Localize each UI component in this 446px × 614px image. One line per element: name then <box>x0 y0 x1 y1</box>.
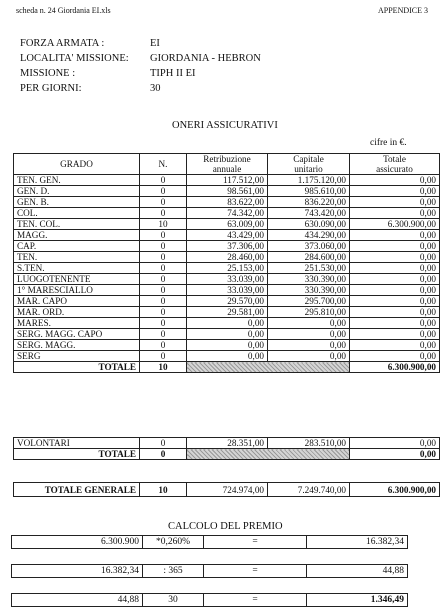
grand-total-label: TOTALE GENERALE <box>14 483 140 497</box>
grado-cell: CAP. <box>14 241 140 252</box>
table-row <box>14 219 440 230</box>
grand-total-capitale: 7.249.740,00 <box>268 483 350 497</box>
totale-cell: 0,00 <box>350 241 440 252</box>
n-cell: 0 <box>140 318 187 329</box>
capitale-cell: 985.610,00 <box>268 186 350 197</box>
grand-total-retribuzione: 724.974,00 <box>187 483 268 497</box>
grado-cell: S.TEN. <box>14 263 140 274</box>
capitale-cell: 630.090,00 <box>268 219 350 230</box>
column-header: GRADO <box>14 154 140 175</box>
table-row <box>14 274 440 285</box>
calc-title: CALCOLO DEL PREMIO <box>168 521 283 532</box>
capitale-cell: 295.700,00 <box>268 296 350 307</box>
retribuzione-cell: 63.009,00 <box>187 219 268 230</box>
calc-result: 1.346,49 <box>307 594 408 607</box>
capitale-cell: 330.390,00 <box>268 274 350 285</box>
table-row <box>14 318 440 329</box>
grado-cell: 1° MARESCIALLO <box>14 285 140 296</box>
grado-cell: VOLONTARI <box>14 438 140 449</box>
table-row <box>14 307 440 318</box>
calc-operator: *0,260% <box>143 536 204 549</box>
info-value: GIORDANIA - HEBRON <box>150 53 261 64</box>
capitale-cell: 0,00 <box>268 351 350 362</box>
grado-cell: GEN. D. <box>14 186 140 197</box>
totale-cell: 6.300.900,00 <box>350 219 440 230</box>
n-cell: 0 <box>140 351 187 362</box>
retribuzione-cell: 83.622,00 <box>187 197 268 208</box>
currency-note: cifre in €. <box>370 138 407 148</box>
info-value: TIPH II EI <box>150 68 196 79</box>
total-n: 10 <box>140 362 187 373</box>
grado-cell: TEN. COL. <box>14 219 140 230</box>
n-cell: 0 <box>140 307 187 318</box>
n-cell: 0 <box>140 241 187 252</box>
capitale-cell: 251.530,00 <box>268 263 350 274</box>
totale-cell: 0,00 <box>350 208 440 219</box>
grado-cell: LUOGOTENENTE <box>14 274 140 285</box>
totale-cell: 0,00 <box>350 318 440 329</box>
total-label: TOTALE <box>14 362 140 373</box>
capitale-cell: 1.175.120,00 <box>268 175 350 186</box>
retribuzione-cell: 28.460,00 <box>187 252 268 263</box>
grado-cell: GEN. B. <box>14 197 140 208</box>
total-value: 6.300.900,00 <box>350 362 440 373</box>
calc-result: 16.382,34 <box>307 536 408 549</box>
column-header: Retribuzione annuale <box>187 154 268 175</box>
retribuzione-cell: 25.153,00 <box>187 263 268 274</box>
grado-cell: MARES. <box>14 318 140 329</box>
column-header: Capitale unitario <box>268 154 350 175</box>
table-row <box>14 296 440 307</box>
totale-cell: 0,00 <box>350 197 440 208</box>
totale-cell: 0,00 <box>350 175 440 186</box>
info-label: MISSIONE : <box>20 68 76 79</box>
n-cell: 0 <box>140 175 187 186</box>
grado-cell: TEN. <box>14 252 140 263</box>
insurance-table <box>13 153 440 373</box>
totale-cell: 0,00 <box>350 329 440 340</box>
n-cell: 0 <box>140 252 187 263</box>
grado-cell: SERG <box>14 351 140 362</box>
retribuzione-cell: 74.342,00 <box>187 208 268 219</box>
info-label: PER GIORNI: <box>20 83 82 94</box>
totale-cell: 0,00 <box>350 186 440 197</box>
retribuzione-cell: 0,00 <box>187 329 268 340</box>
retribuzione-cell: 43.429,00 <box>187 230 268 241</box>
info-value: EI <box>150 38 160 49</box>
capitale-cell: 373.060,00 <box>268 241 350 252</box>
section-title: ONERI ASSICURATIVI <box>172 120 278 131</box>
totale-cell: 0,00 <box>350 274 440 285</box>
table-row <box>14 438 440 449</box>
totale-cell: 0,00 <box>350 285 440 296</box>
grado-cell: MAR. CAPO <box>14 296 140 307</box>
n-cell: 0 <box>140 340 187 351</box>
retribuzione-cell: 98.561,00 <box>187 186 268 197</box>
totale-cell: 0,00 <box>350 263 440 274</box>
table-row <box>14 241 440 252</box>
grado-cell: COL. <box>14 208 140 219</box>
totale-cell: 0,00 <box>350 252 440 263</box>
capitale-cell: 0,00 <box>268 329 350 340</box>
calc-result: 44,88 <box>307 565 408 578</box>
calc-equals: = <box>204 594 307 607</box>
grado-cell: SERG. MAGG. CAPO <box>14 329 140 340</box>
n-cell: 0 <box>140 263 187 274</box>
total-row <box>14 362 440 373</box>
info-label: LOCALITA' MISSIONE: <box>20 53 129 64</box>
retribuzione-cell: 33.039,00 <box>187 285 268 296</box>
table-row <box>14 252 440 263</box>
totale-cell: 0,00 <box>350 230 440 241</box>
grado-cell: MAGG. <box>14 230 140 241</box>
table-row <box>14 186 440 197</box>
total-value: 0,00 <box>350 449 440 460</box>
capitale-cell: 743.420,00 <box>268 208 350 219</box>
calc-operator: : 365 <box>143 565 204 578</box>
table-row <box>14 208 440 219</box>
calc-operand: 16.382,34 <box>12 565 143 578</box>
total-label: TOTALE <box>14 449 140 460</box>
capitale-cell: 0,00 <box>268 318 350 329</box>
calc-equals: = <box>204 565 307 578</box>
capitale-cell: 283.510,00 <box>268 438 350 449</box>
calc-operator: 30 <box>143 594 204 607</box>
capitale-cell: 836.220,00 <box>268 197 350 208</box>
n-cell: 0 <box>140 329 187 340</box>
totale-cell: 0,00 <box>350 351 440 362</box>
table-header-row <box>14 154 440 175</box>
totale-cell: 0,00 <box>350 340 440 351</box>
calc-operand: 6.300.900 <box>12 536 143 549</box>
n-cell: 0 <box>140 230 187 241</box>
n-cell: 0 <box>140 296 187 307</box>
info-value: 30 <box>150 83 161 94</box>
shaded-cell <box>187 449 350 460</box>
grand-total-table <box>13 482 440 497</box>
retribuzione-cell: 37.306,00 <box>187 241 268 252</box>
capitale-cell: 284.600,00 <box>268 252 350 263</box>
n-cell: 10 <box>140 219 187 230</box>
shaded-cell <box>187 362 350 373</box>
grand-total-n: 10 <box>140 483 187 497</box>
volontari-table <box>13 437 440 460</box>
grand-total-row <box>14 483 440 497</box>
grand-total-value: 6.300.900,00 <box>350 483 440 497</box>
grado-cell: TEN. GEN. <box>14 175 140 186</box>
grado-cell: MAR. ORD. <box>14 307 140 318</box>
table-row <box>14 329 440 340</box>
calc-operand: 44,88 <box>12 594 143 607</box>
table-row <box>14 197 440 208</box>
column-header: Totale assicurato <box>350 154 440 175</box>
total-n: 0 <box>140 449 187 460</box>
capitale-cell: 295.810,00 <box>268 307 350 318</box>
capitale-cell: 330.390,00 <box>268 285 350 296</box>
table-row <box>14 285 440 296</box>
grado-cell: SERG. MAGG. <box>14 340 140 351</box>
table-row <box>14 230 440 241</box>
retribuzione-cell: 0,00 <box>187 351 268 362</box>
n-cell: 0 <box>140 208 187 219</box>
retribuzione-cell: 117.512,00 <box>187 175 268 186</box>
totale-cell: 0,00 <box>350 438 440 449</box>
calc-row-1 <box>11 535 408 549</box>
calc-row-3 <box>11 593 408 607</box>
table-row <box>14 175 440 186</box>
table-row <box>14 263 440 274</box>
retribuzione-cell: 29.581,00 <box>187 307 268 318</box>
appendix-label: APPENDICE 3 <box>378 6 429 15</box>
retribuzione-cell: 28.351,00 <box>187 438 268 449</box>
calc-equals: = <box>204 536 307 549</box>
n-cell: 0 <box>140 186 187 197</box>
info-label: FORZA ARMATA : <box>20 38 105 49</box>
n-cell: 0 <box>140 274 187 285</box>
totale-cell: 0,00 <box>350 296 440 307</box>
n-cell: 0 <box>140 285 187 296</box>
capitale-cell: 434.290,00 <box>268 230 350 241</box>
n-cell: 0 <box>140 438 187 449</box>
retribuzione-cell: 29.570,00 <box>187 296 268 307</box>
retribuzione-cell: 0,00 <box>187 340 268 351</box>
capitale-cell: 0,00 <box>268 340 350 351</box>
retribuzione-cell: 33.039,00 <box>187 274 268 285</box>
column-header: N. <box>140 154 187 175</box>
table-row <box>14 351 440 362</box>
calc-row-2 <box>11 564 408 578</box>
table-row <box>14 340 440 351</box>
totale-cell: 0,00 <box>350 307 440 318</box>
file-reference: scheda n. 24 Giordania EI.xls <box>16 6 111 15</box>
n-cell: 0 <box>140 197 187 208</box>
volontari-total-row <box>14 449 440 460</box>
retribuzione-cell: 0,00 <box>187 318 268 329</box>
